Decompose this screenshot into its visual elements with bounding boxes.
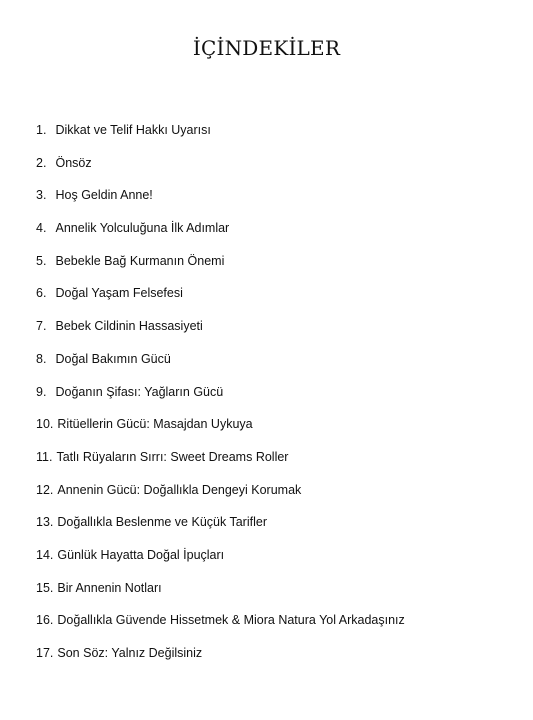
- toc-entry: [36, 347, 405, 380]
- toc-entry: [36, 412, 405, 445]
- toc-entry: [36, 445, 405, 478]
- table-of-contents: [36, 118, 405, 674]
- toc-entry-text: Doğanın Şifası: Yağların Gücü: [55, 384, 224, 399]
- toc-entry: [36, 478, 405, 511]
- toc-entry: [36, 510, 405, 543]
- toc-entry-number: 5.: [36, 253, 47, 268]
- toc-entry-text: Önsöz: [55, 155, 92, 170]
- toc-entry-text: Doğallıkla Beslenme ve Küçük Tarifler: [57, 515, 267, 530]
- toc-entry: [36, 118, 405, 151]
- toc-entry-text: Bebek Cildinin Hassasiyeti: [55, 319, 203, 334]
- toc-entry-number: 10.: [36, 417, 54, 432]
- toc-entry: [36, 608, 405, 641]
- toc-entry: [36, 183, 405, 216]
- toc-entry-text: Son Söz: Yalnız Değilsiniz: [57, 646, 203, 660]
- toc-entry-text: Ritüellerin Gücü: Masajdan Uykuya: [57, 417, 253, 432]
- toc-entry-text: Günlük Hayatta Doğal İpuçları: [57, 547, 225, 562]
- toc-entry-number: 16.: [36, 613, 54, 628]
- toc-entry: [36, 576, 405, 609]
- toc-entry-number: 7.: [36, 319, 47, 334]
- toc-entry-number: 13.: [36, 515, 54, 530]
- toc-entry-number: 11.: [36, 449, 53, 464]
- toc-entry-number: 14.: [36, 547, 54, 562]
- toc-entry-number: 15.: [36, 580, 54, 595]
- toc-entry: [36, 151, 405, 184]
- toc-entry: [36, 641, 405, 674]
- toc-entry-text: Bir Annenin Notları: [57, 580, 162, 595]
- toc-entry-text: Hoş Geldin Anne!: [55, 188, 153, 203]
- toc-entry-text: Annelik Yolculuğuna İlk Adımlar: [55, 221, 230, 236]
- toc-entry-number: 2.: [36, 155, 47, 170]
- toc-entry-text: Tatlı Rüyaların Sırrı: Sweet Dreams Roller: [56, 449, 289, 464]
- toc-entry-number: 3.: [36, 188, 47, 203]
- toc-entry-text: Doğallıkla Güvende Hissetmek & Miora Natura Yol Arkadaşınız: [57, 613, 405, 628]
- toc-entry-text: Annenin Gücü: Doğallıkla Dengeyi Korumak: [57, 482, 302, 497]
- toc-entry-number: 12.: [36, 482, 54, 497]
- toc-entry-number: 9.: [36, 384, 47, 399]
- toc-entry-number: 17.: [36, 646, 54, 660]
- toc-entry-number: 8.: [36, 351, 47, 366]
- toc-entry: [36, 216, 405, 249]
- toc-entry-number: 1.: [36, 123, 47, 137]
- toc-entry: [36, 380, 405, 413]
- toc-entry: [36, 314, 405, 347]
- toc-entry-text: Doğal Bakımın Gücü: [55, 351, 171, 366]
- page-title: İÇİNDEKİLER: [192, 36, 341, 60]
- toc-entry: [36, 281, 405, 314]
- toc-entry: [36, 249, 405, 282]
- toc-entry-text: Doğal Yaşam Felsefesi: [55, 286, 183, 301]
- toc-entry-number: 4.: [36, 221, 47, 236]
- toc-entry-text: Bebekle Bağ Kurmanın Önemi: [55, 253, 225, 268]
- toc-entry-text: Dikkat ve Telif Hakkı Uyarısı: [55, 123, 211, 137]
- toc-entry-number: 6.: [36, 286, 47, 301]
- toc-entry: [36, 543, 405, 576]
